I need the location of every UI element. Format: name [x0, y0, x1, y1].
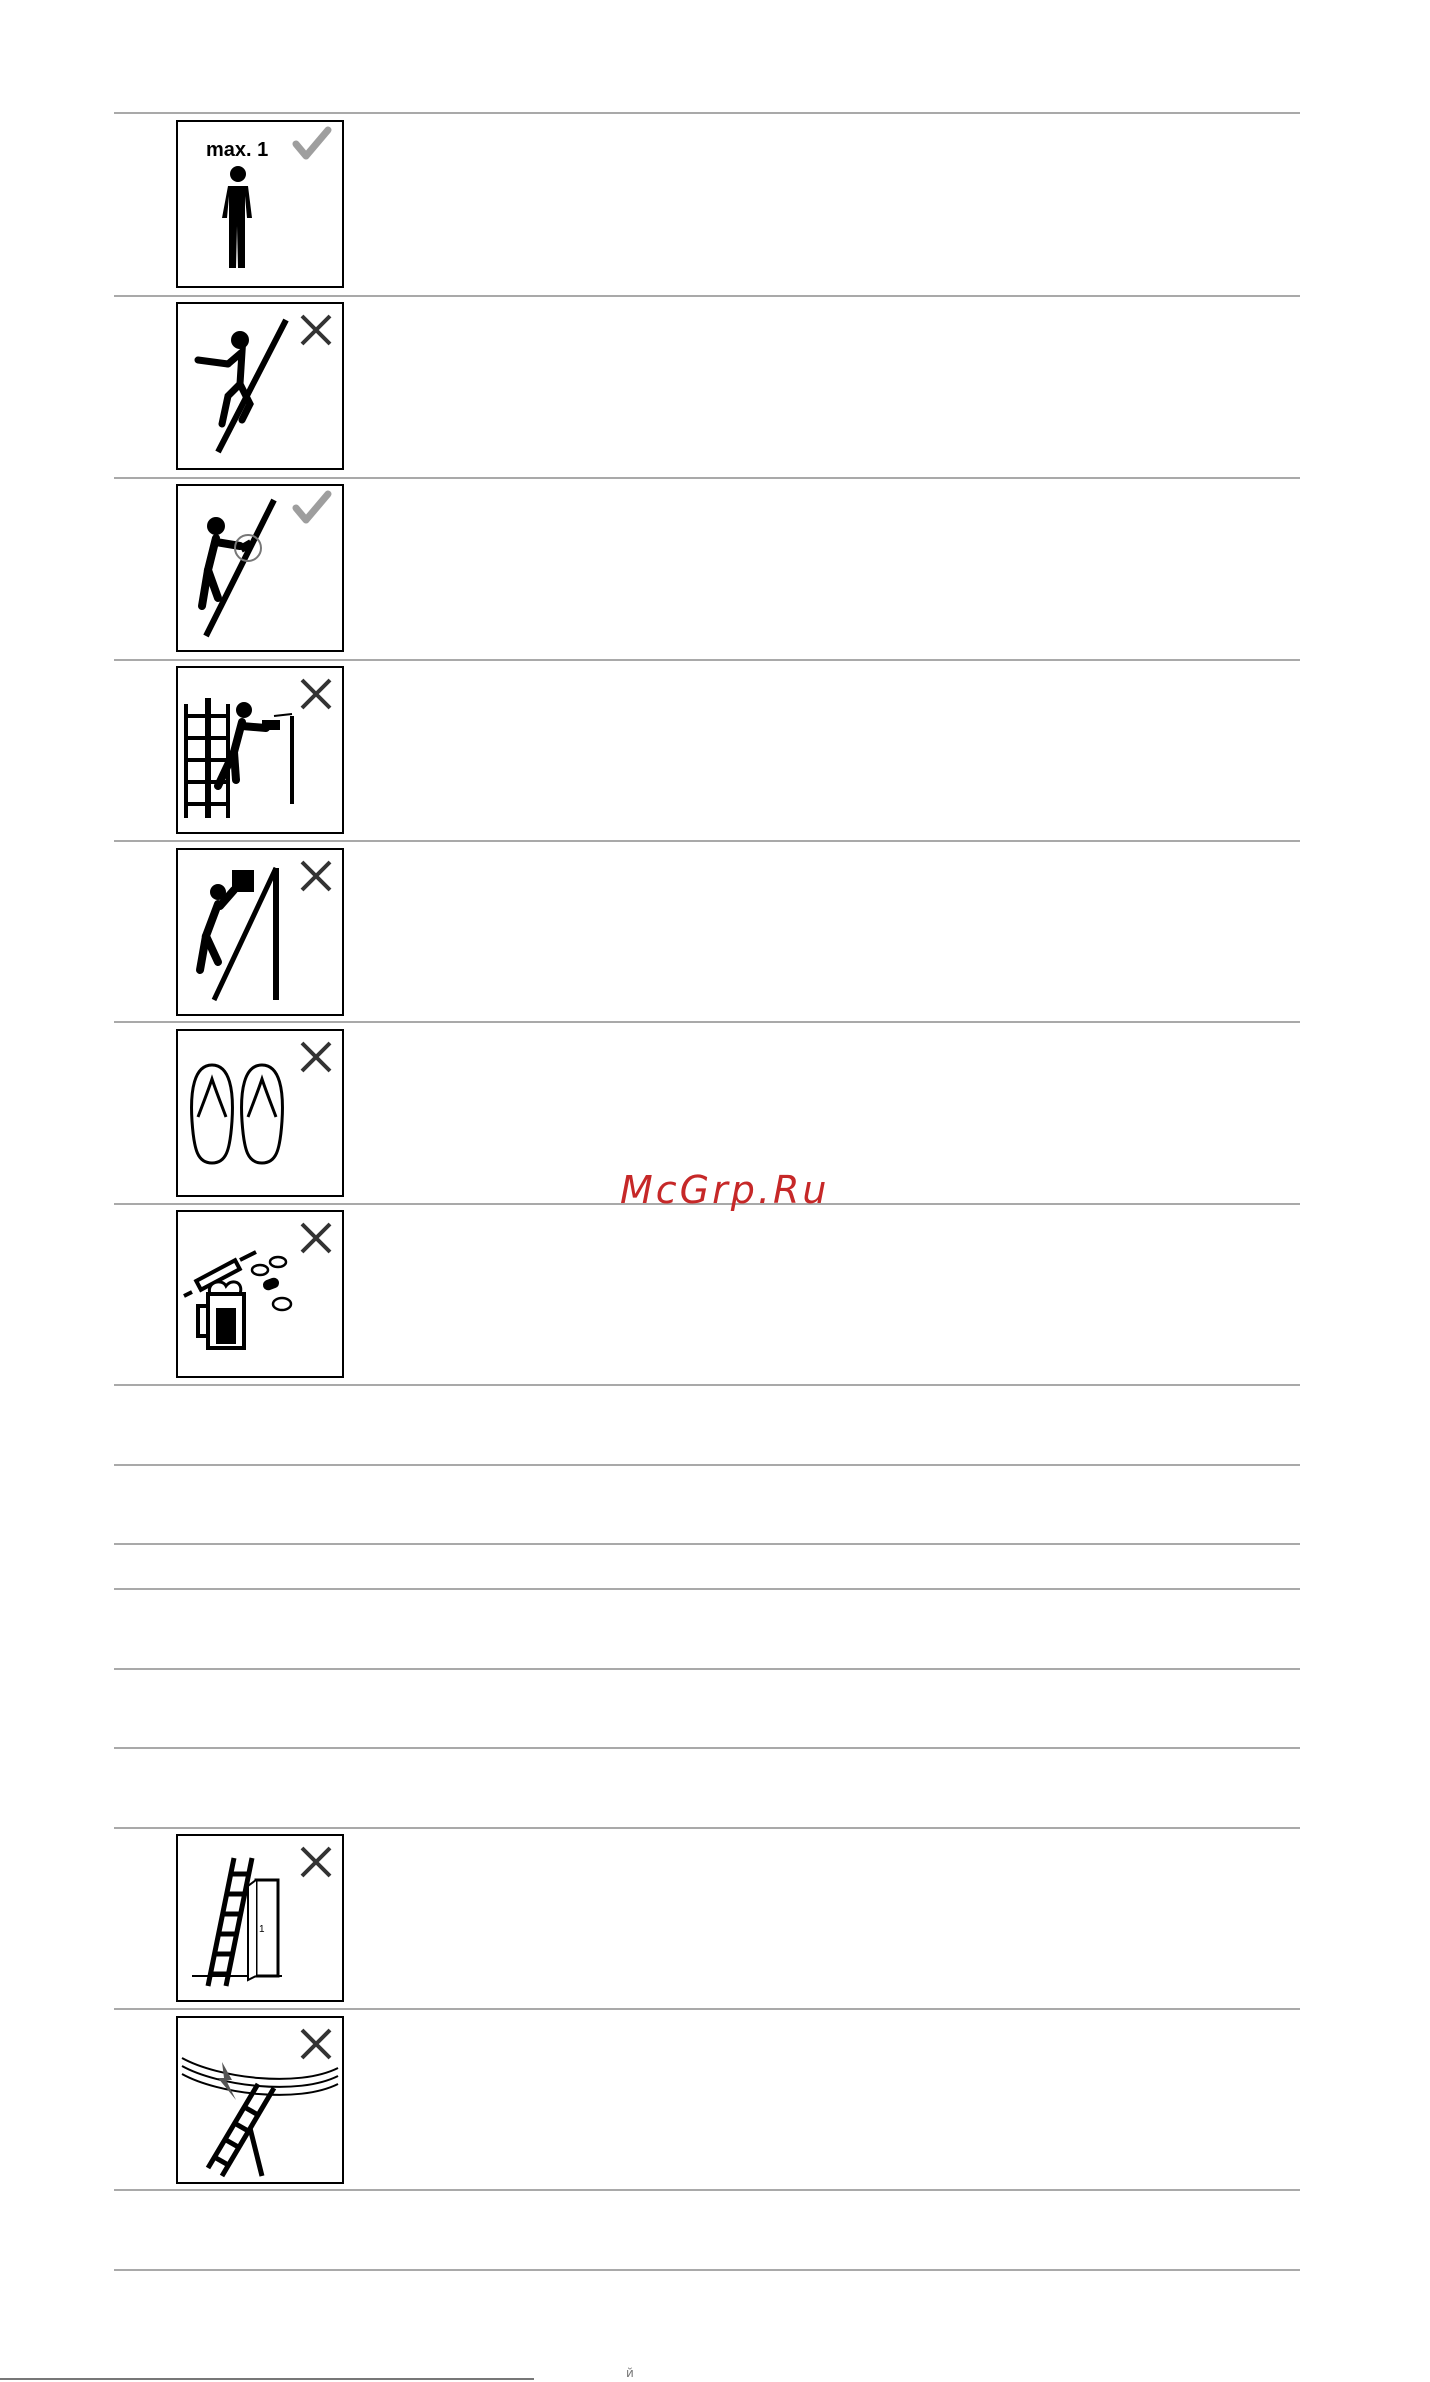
table-rule [114, 1464, 1300, 1466]
ladder-icon [208, 1858, 252, 1986]
beer-mug-icon [198, 1282, 244, 1348]
not-near-power-lines-pictogram [176, 2016, 344, 2184]
table-rule [114, 2189, 1300, 2191]
cross-icon [302, 1848, 330, 1876]
footer-rule [0, 2378, 534, 2380]
max-one-person-pictogram [176, 120, 344, 288]
no-flip-flops-pictogram [176, 1029, 344, 1197]
no-side-loading-drilling-pictogram [176, 666, 344, 834]
table-rule [114, 1543, 1300, 1545]
table-rule [114, 477, 1300, 479]
do-not-overreach-pictogram [176, 302, 344, 470]
climbing-person-icon [198, 352, 250, 424]
power-lines-icon [182, 2058, 338, 2095]
no-carrying-loads-pictogram [176, 848, 344, 1016]
table-rule [114, 1668, 1300, 1670]
not-in-front-of-door-pictogram [176, 1834, 344, 2002]
table-rule [114, 1021, 1300, 1023]
table-rule [114, 2008, 1300, 2010]
pills-icon [252, 1257, 291, 1310]
table-rule [114, 659, 1300, 661]
person-icon [222, 166, 252, 268]
footer-mark: й [626, 2366, 634, 2380]
flip-flops-icon [192, 1065, 283, 1163]
table-rule [114, 840, 1300, 842]
table-rule [114, 1384, 1300, 1386]
table-rule [114, 1747, 1300, 1749]
svg-text:1: 1 [259, 1924, 265, 1935]
no-drugs-alcohol-pictogram [176, 1210, 344, 1378]
table-rule [114, 2269, 1300, 2271]
ladder-icon [208, 2084, 274, 2176]
table-rule [114, 1827, 1300, 1829]
cross-icon [302, 862, 330, 890]
three-points-of-contact-pictogram [176, 484, 344, 652]
check-icon [296, 130, 328, 156]
table-rule [114, 112, 1300, 114]
cross-icon [302, 1224, 330, 1252]
watermark: McGrp.Ru [620, 1168, 830, 1212]
table-rule [114, 295, 1300, 297]
cross-icon [302, 680, 330, 708]
check-icon [296, 494, 328, 520]
max-one-label: max. 1 [206, 139, 269, 161]
cross-icon [302, 1043, 330, 1071]
cross-icon [302, 316, 330, 344]
table-rule [114, 1588, 1300, 1590]
cross-icon [302, 2030, 330, 2058]
